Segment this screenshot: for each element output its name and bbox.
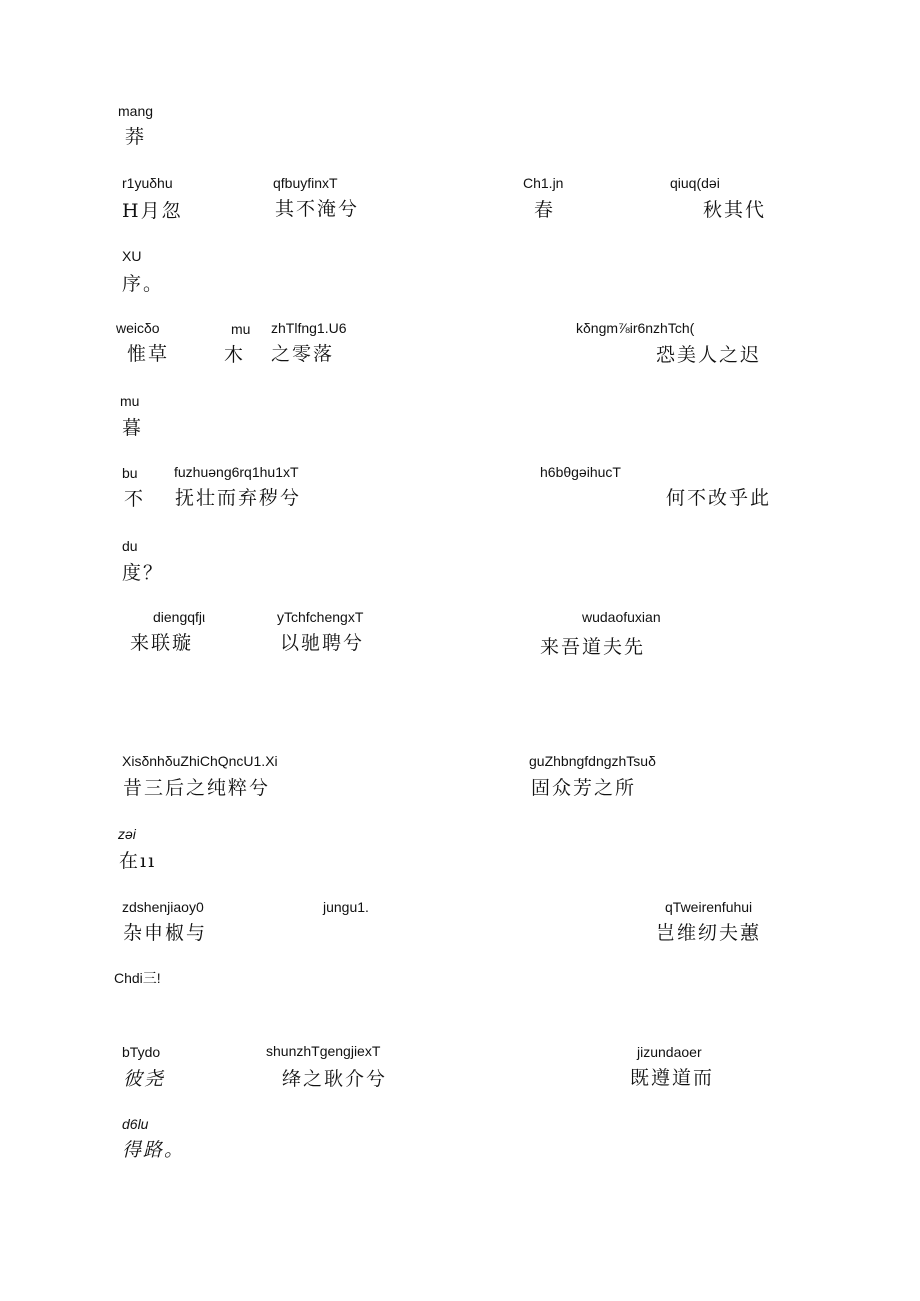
pinyin-annotation: Chdi三! — [114, 970, 161, 986]
verse-text: 来吾道夫先 — [540, 636, 646, 658]
verse-text: 彼尧 — [123, 1068, 166, 1090]
verse-text: H月忽 — [122, 200, 183, 222]
pinyin-annotation: jizundaoer — [637, 1044, 702, 1060]
pinyin-annotation: bTydo — [122, 1044, 161, 1060]
pinyin-annotation: diengqfjι — [153, 609, 206, 625]
verse-text: 抚壮而弃秽兮 — [175, 487, 302, 509]
pinyin-annotation: qfbuyfinxT — [273, 175, 338, 191]
verse-text: 在ıı — [119, 850, 157, 872]
verse-text: 序。 — [122, 273, 165, 295]
pinyin-annotation: guZhbngfdngzhTsuδ — [529, 753, 656, 769]
pinyin-annotation: qTweirenfuhui — [665, 899, 753, 915]
pinyin-annotation: zhTlfng1.U6 — [271, 320, 347, 336]
pinyin-annotation: d6lu — [122, 1116, 149, 1132]
verse-text: 固众芳之所 — [531, 777, 637, 799]
pinyin-annotation: fuzhuəng6rq1hu1xT — [174, 464, 299, 480]
verse-text: 其不淹兮 — [275, 198, 360, 220]
verse-text: 得路。 — [122, 1139, 186, 1161]
pinyin-annotation: wudaofuxian — [582, 609, 661, 625]
pinyin-annotation: h6bθgəihucT — [540, 464, 621, 480]
verse-text: 秋其代 — [703, 199, 767, 221]
verse-text: 木 — [224, 344, 246, 366]
pinyin-annotation: yTchfchengxT — [277, 609, 364, 625]
pinyin-annotation: mu — [120, 393, 140, 409]
pinyin-annotation: XU — [122, 248, 142, 264]
verse-text: 莽 — [125, 126, 147, 148]
pinyin-annotation: qiuq(dəi — [670, 175, 720, 191]
pinyin-annotation: zəi — [118, 826, 136, 842]
verse-text: 杂申椒与 — [123, 922, 208, 944]
pinyin-annotation: mu — [231, 321, 251, 337]
verse-text: 岂维纫夫蕙 — [656, 922, 762, 944]
pinyin-annotation: r1yuδhu — [122, 175, 173, 191]
verse-text: 绛之耿介兮 — [282, 1068, 388, 1090]
verse-text: 既遵道而 — [630, 1067, 715, 1089]
pinyin-annotation: du — [122, 538, 138, 554]
pinyin-annotation: XisδnhδuZhiChQncU1.Xi — [122, 753, 278, 769]
verse-text: 暮 — [122, 417, 144, 439]
verse-text: 度？ — [122, 562, 165, 584]
verse-text: 春 — [534, 199, 556, 221]
pinyin-annotation: weicδo — [116, 320, 160, 336]
pinyin-annotation: shunzhTgengjiexT — [266, 1043, 381, 1059]
verse-text: 以驰聘兮 — [280, 632, 365, 654]
pinyin-annotation: bu — [122, 465, 138, 481]
verse-text: 惟草 — [127, 343, 170, 365]
verse-text: 昔三后之纯粹兮 — [123, 777, 271, 799]
verse-text: 何不改乎此 — [666, 487, 772, 509]
pinyin-annotation: mang — [118, 103, 154, 119]
pinyin-annotation: Ch1.jn — [523, 175, 564, 191]
pinyin-annotation: jungu1. — [323, 899, 369, 915]
pinyin-annotation: kδngm⅞ir6nzhTch( — [576, 320, 695, 336]
pinyin-annotation: zdshenjiaoy0 — [122, 899, 204, 915]
verse-text: 来联璇 — [130, 632, 194, 654]
verse-text: 之零落 — [271, 343, 335, 365]
verse-text: 恐美人之迟 — [656, 344, 762, 366]
verse-text: 不 — [124, 488, 146, 510]
